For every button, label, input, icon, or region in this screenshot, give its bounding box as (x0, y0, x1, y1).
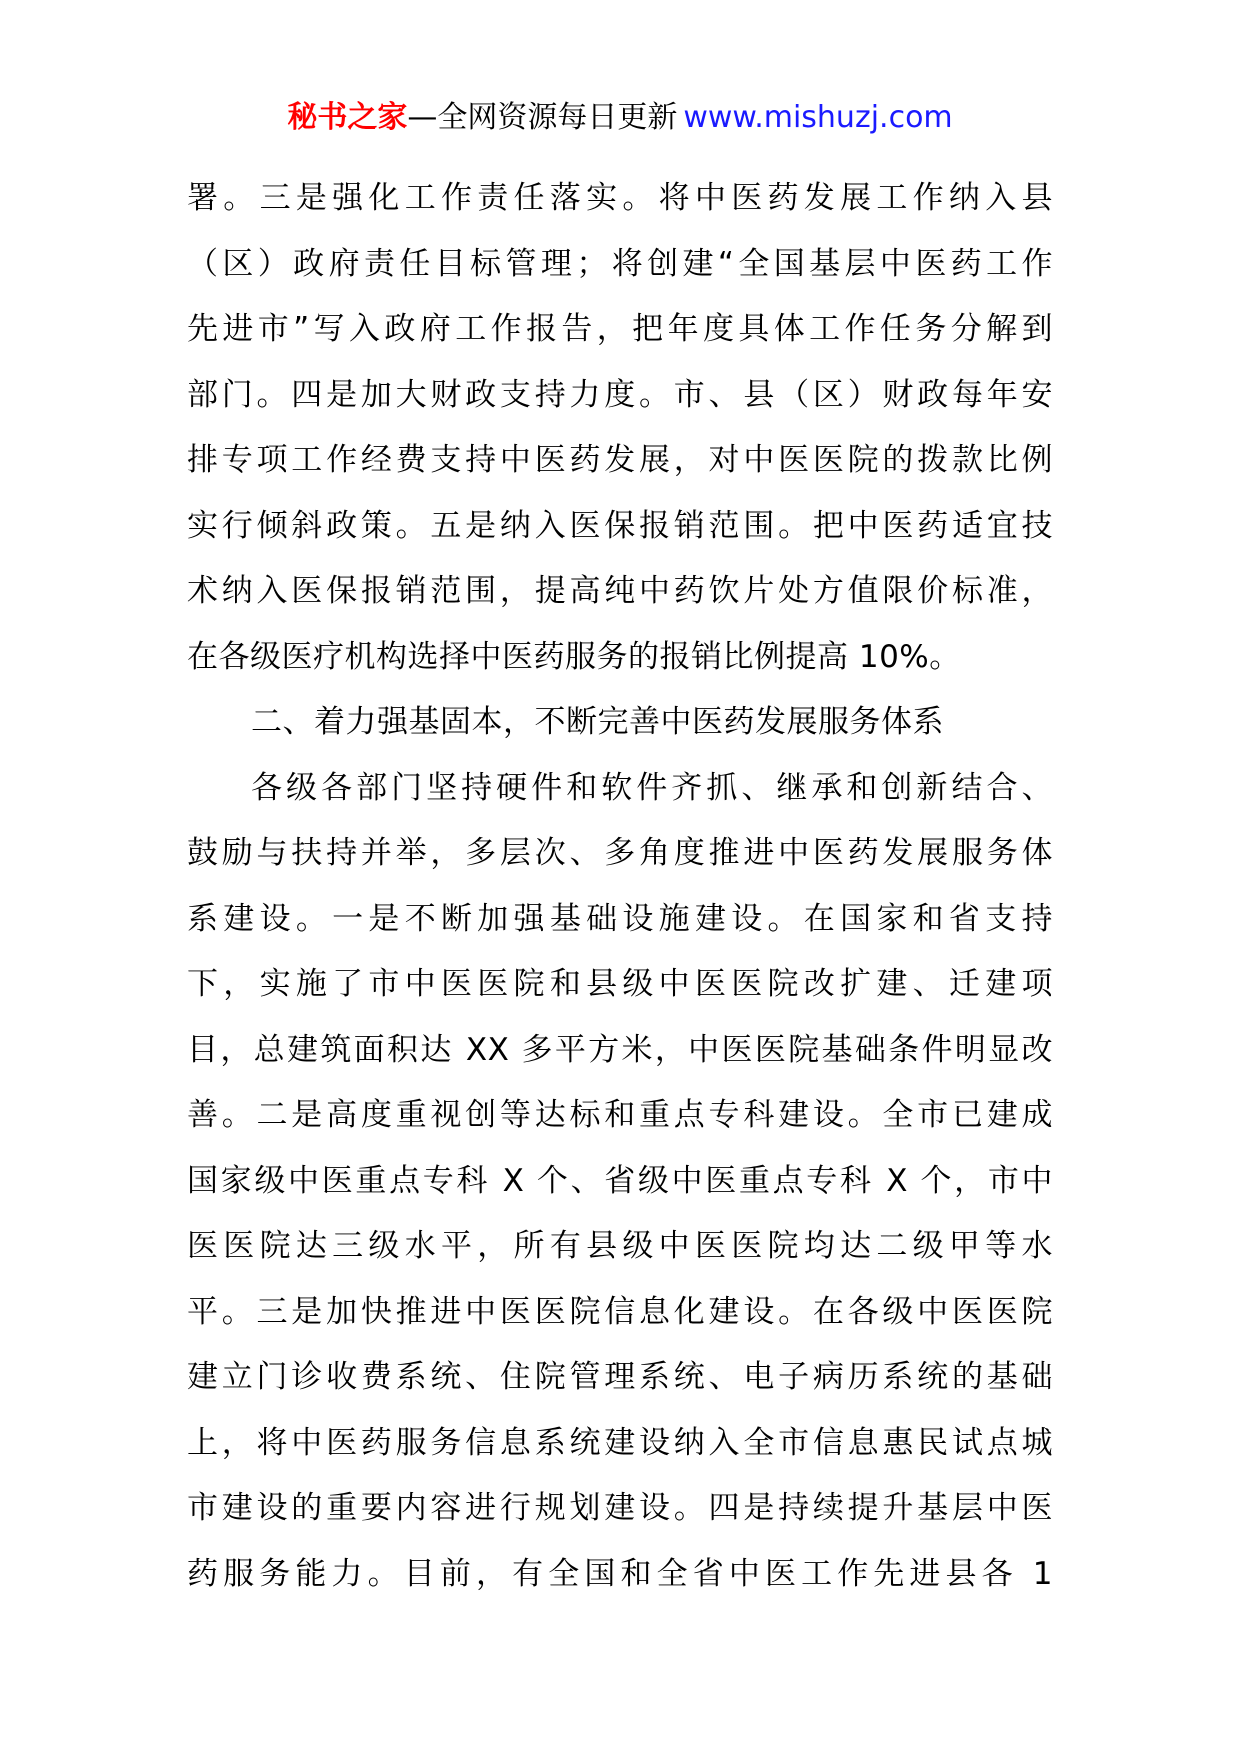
text-line-18: 平。三是加快推进中医医院信息化建设。在各级中医医院 (187, 1293, 1053, 1330)
site-brand: 秘书之家 (287, 100, 408, 135)
document-body (187, 166, 1053, 1607)
text-line-4: 部门。四是加大财政支持力度。市、县（区）财政每年安 (187, 376, 1053, 413)
text-line-21: 市建设的重要内容进行规划建设。四是持续提升基层中医 (187, 1490, 1053, 1526)
text-line-11: 鼓励与扶持并举，多层次、多角度推进中医药发展服务体 (187, 835, 1053, 871)
section-heading: 二、着力强基固本，不断完善中医药发展服务体系 (251, 704, 944, 740)
text-line-10: 各级各部门坚持硬件和软件齐抓、继承和创新结合、 (251, 769, 1053, 806)
text-line-22: 药服务能力。目前，有全国和全省中医工作先进县各 1 (187, 1555, 1053, 1592)
text-line-13: 下，实施了市中医医院和县级中医医院改扩建、迁建项 (187, 966, 1053, 1002)
text-line-12: 系建设。一是不断加强基础设施建设。在国家和省支持 (187, 900, 1053, 937)
text-line-17: 医医院达三级水平，所有县级中医医院均达二级甲等水 (187, 1228, 1053, 1264)
text-line-20: 上，将中医药服务信息系统建设纳入全市信息惠民试点城 (187, 1424, 1053, 1461)
site-tagline: —全网资源每日更新 (407, 100, 678, 135)
text-line-19: 建立门诊收费系统、住院管理系统、电子病历系统的基础 (187, 1359, 1053, 1395)
text-line-3: 先进市”写入政府工作报告，把年度具体工作任务分解到 (187, 311, 1053, 347)
site-header (0, 98, 1240, 138)
site-url-link[interactable]: www.mishuzj.com (683, 100, 953, 135)
text-line-8: 在各级医疗机构选择中医药服务的报销比例提高 10%。 (187, 638, 961, 675)
text-line-1: 署。三是强化工作责任落实。将中医药发展工作纳入县 (187, 180, 1053, 216)
text-line-15: 善。二是高度重视创等达标和重点专科建设。全市已建成 (187, 1097, 1053, 1133)
text-line-14: 目，总建筑面积达 XX 多平方米，中医医院基础条件明显改 (187, 1031, 1053, 1068)
text-line-16: 国家级中医重点专科 X 个、省级中医重点专科 X 个，市中 (187, 1162, 1053, 1199)
text-line-5: 排专项工作经费支持中医药发展，对中医医院的拨款比例 (187, 442, 1053, 478)
text-line-7: 术纳入医保报销范围，提高纯中药饮片处方值限价标准， (187, 573, 1053, 609)
text-line-6: 实行倾斜政策。五是纳入医保报销范围。把中医药适宜技 (187, 507, 1053, 544)
text-line-2: （区）政府责任目标管理；将创建“全国基层中医药工作 (187, 245, 1053, 282)
